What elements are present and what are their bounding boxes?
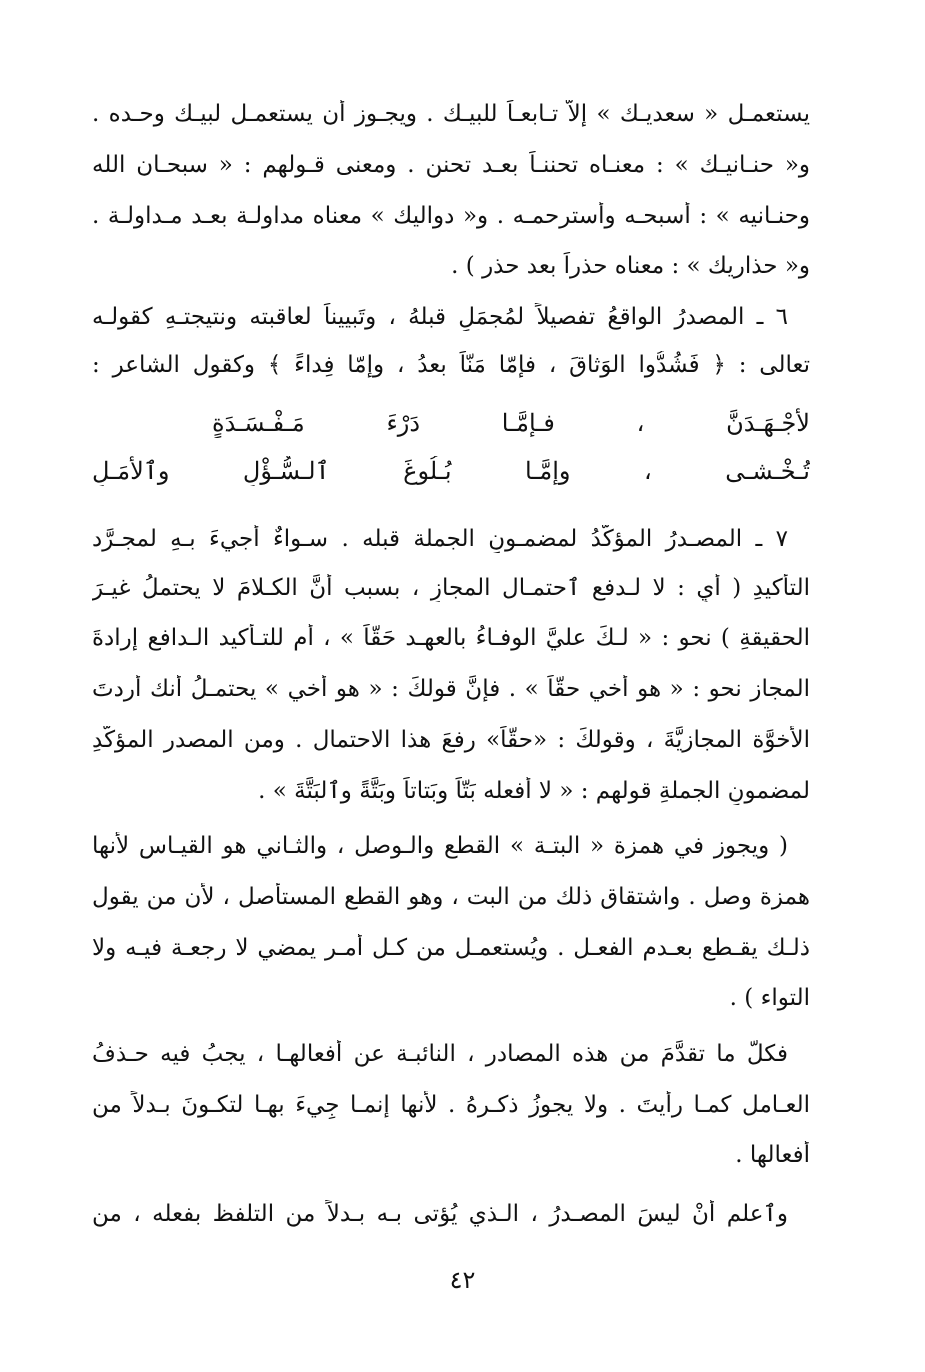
text-line: و« حنـانيـك » : معنـاه تحننـاً بعـد تحنن . ومعنى قـولهم : « سبحـان الله: [92, 152, 810, 178]
paragraph-hamza-note: [92, 832, 810, 1012]
text-line: همزة وصل . واشتقاق ذلك من البت ، وهو القطع المستأصل ، لأن من يقول: [92, 884, 810, 910]
paragraph-closing: [92, 1200, 810, 1228]
text-line: ( ويجوز في همزة « البتـة » القطع والـوصل ، والثـاني هو القيـاس لأنها: [92, 833, 788, 859]
text-line: الأخوَّة المجازيَّةَ ، وقولكَ : «حقّاً» رفعَ هذا الاحتمال . ومن المصدر المؤكّدِ: [92, 727, 810, 753]
text-line: الحقيقةِ ) نحو : « لـكَ عليَّ الوفـاءُ بالعهـد حَقّاً » ، أم للتـأكيد الـدافعِ إرادةَ: [92, 625, 810, 651]
text-line: التواء ) .: [729, 985, 810, 1011]
text-line: تعالى : ﴿ فَشُدُّوا الوَثاقَ ، فإمّا مَنّاً بعدُ ، وإمّا فِداءً ﴾ وكقول الشاعر :: [92, 352, 810, 378]
paragraph-section-7: [92, 525, 810, 805]
verse-line: لأَجْـهَـدَنَّ ، فـإِمَّـا دَرْءَ مَـفْـسَـدَةٍ: [212, 409, 810, 437]
paragraph-summary: [92, 1040, 810, 1169]
paragraph-section-6: [92, 303, 810, 379]
text-line: ٧ ـ المصـدرُ المؤكّدُ لمضمـونِ الجملة قبله . سـواءٌ أجيءَ بـهِ لمجـرَّد: [92, 526, 788, 552]
text-line: وٱعلم أنْ ليسَ المصـدرُ ، الـذي يُؤتى بـه بـدلاً من التلفظ بفعله ، من: [92, 1201, 788, 1227]
text-line: العـامل كمـا رأيتَ . ولا يجوزُ ذكـرهُ . لأنها إنمـا جِيءَ بهـا لتكـونَ بـدلاً من: [92, 1092, 810, 1118]
page-number: ٤٢: [449, 1266, 476, 1294]
poetry-verse: [92, 408, 810, 486]
text-line: و« حذاريك » : معناه حذراً بعد حذر ) .: [451, 253, 810, 279]
text-line: المجاز نحو : « هو أخي حقّاً » . فإنَّ قولكَ : « هو أخي » يحتمـلُ أنك أردتَ: [92, 676, 810, 702]
text-line: ذلـك يقـطع بعـدم الفعـل . ويُستعمـل من كـل أمـر يمضي لا رجعـة فيـه ولا: [92, 935, 810, 961]
text-line: أفعالها .: [735, 1142, 810, 1168]
text-line: وحنـانيه » : أسبحـه وأسترحمـه . و« دواليك » معناه مداولـة بعـد مـداولـة .: [92, 203, 810, 229]
text-line: التأكيدِ ( أيٍ : لا لـدفعِ ٱحتمـال المجازِ ، بسبب أنَّ الكـلامَ لا يحتملُ غيـرَ: [92, 575, 810, 601]
text-line: فكلّ ما تقدَّمَ من هذه المصادر ، النائبـة عن أفعالهـا ، يجبُ فيه حـذفُ: [92, 1041, 788, 1067]
text-line: يستعمـل « سعديـك » إلاَّ تـابعـاً للبيـك . ويجـوز أن يستعمـل لبيـك وحـده .: [92, 101, 810, 127]
paragraph-intro: [92, 100, 810, 280]
text-line: لمضمونِ الجملةِ قولهم : « لا أفعله بَتّاً وبَتاتاً وبَتَّةً وٱلبَتَّةَ » .: [258, 778, 810, 804]
text-line: ٦ ـ المصدرُ الواقعُ تفصيلاً لمُجمَلٍ قبلهُ ، وتَبييناً لعاقبته ونتيجتـهِ كقولـه: [92, 304, 788, 330]
verse-line: تُـخْـشـى ، وإِمَّـا بُـلُوغَ ٱلـسُّـؤْلِ وٱلأَمَـلِ: [92, 457, 810, 485]
